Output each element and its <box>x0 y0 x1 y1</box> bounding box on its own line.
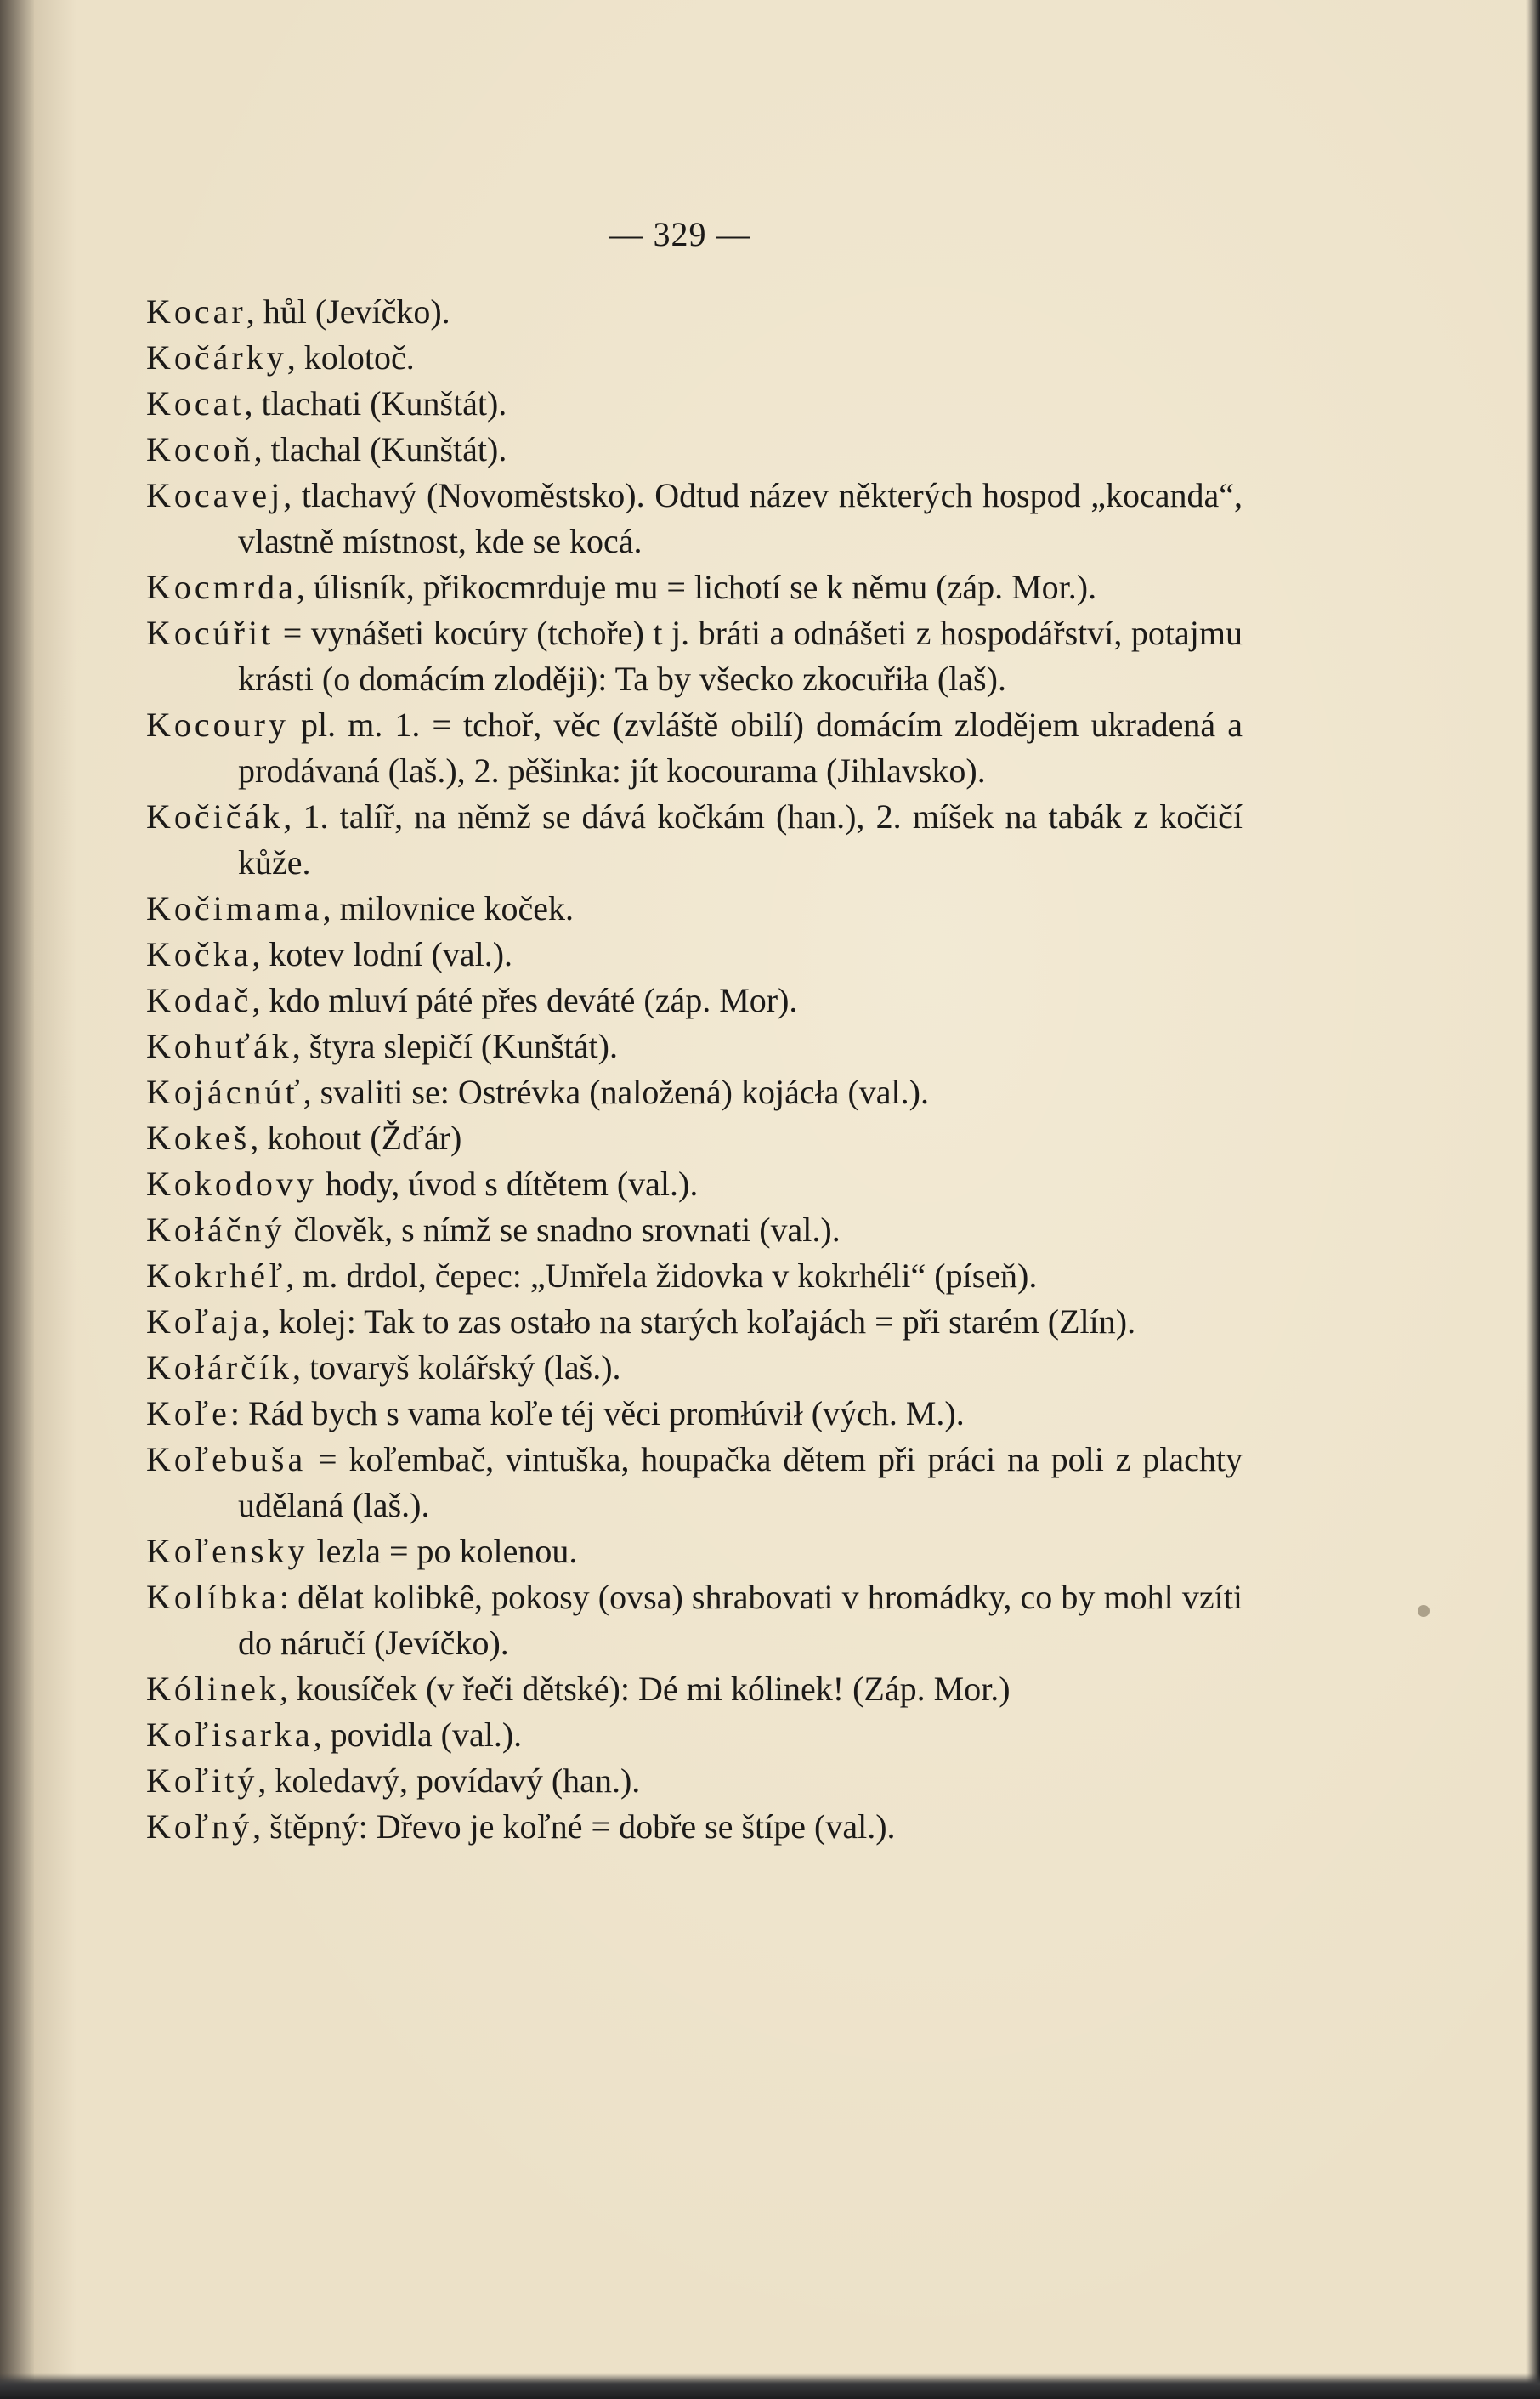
dictionary-entry <box>146 978 1243 1024</box>
entry-headword: Koľitý <box>146 1761 258 1800</box>
dictionary-entry <box>146 1207 1243 1253</box>
paper-stain <box>1418 1605 1430 1617</box>
entry-headword: Kodač <box>146 981 252 1019</box>
entry-headword: Kolíbka <box>146 1578 280 1616</box>
entry-definition: hody, úvod s dítětem (val.). <box>316 1165 699 1203</box>
entry-definition: , štyra slepičí (Kunštát). <box>292 1027 618 1065</box>
dictionary-entry <box>146 1161 1243 1207</box>
entry-definition: , milovnice koček. <box>322 889 574 927</box>
entry-headword: Koľebuša <box>146 1440 307 1478</box>
dictionary-entry <box>146 932 1243 978</box>
dictionary-entry <box>146 1299 1243 1345</box>
entry-definition: , tovaryš kolářský (laš.). <box>292 1348 621 1387</box>
entry-definition: : Rád bych s vama koľe téj věci promłúvił (vých. M.). <box>229 1394 965 1432</box>
dictionary-entry <box>146 335 1243 381</box>
entry-definition: , 1. talíř, na němž se dává kočkám (han.), 2. míšek na tabák z kočičí kůže. <box>238 797 1243 882</box>
entry-definition: , kousíček (v řeči dětské): Dé mi kólinek! (Záp. Mor.) <box>279 1670 1011 1708</box>
entry-definition: , štěpný: Dřevo je koľné = dobře se štípe (val.). <box>252 1807 896 1846</box>
entry-headword: Kocat <box>146 384 245 423</box>
dictionary-entry <box>146 564 1243 610</box>
entry-headword: Kołárčík <box>146 1348 292 1387</box>
dictionary-entries <box>146 289 1243 1850</box>
entry-definition: , úlisník, přikocmrduje mu = lichotí se k němu (záp. Mor.). <box>296 568 1097 606</box>
entry-definition: , svaliti se: Ostrévka (naložená) kojácła (val.). <box>303 1073 929 1111</box>
entry-headword: Kohuťák <box>146 1027 292 1065</box>
entry-headword: Kocar <box>146 292 246 331</box>
entry-headword: Kočka <box>146 935 252 973</box>
dictionary-entry <box>146 1712 1243 1758</box>
entry-headword: Kočimama <box>146 889 323 927</box>
dictionary-entry <box>146 886 1243 932</box>
entry-definition: , kotev lodní (val.). <box>252 935 513 973</box>
dictionary-entry <box>146 610 1243 702</box>
entry-definition: : dělat kolibkê, pokosy (ovsa) shrabovati v hromádky, co by mohl vzíti do náručí (Jevíčko). <box>238 1578 1243 1662</box>
entry-headword: Koľaja <box>146 1302 262 1341</box>
dictionary-entry <box>146 794 1243 886</box>
entry-definition: , m. drdol, čepec: „Umřela židovka v kokrhéli“ (píseň). <box>286 1256 1038 1295</box>
dictionary-entry <box>146 381 1243 427</box>
entry-headword: Kocoň <box>146 430 254 468</box>
entry-headword: Kokrhéľ <box>146 1256 286 1295</box>
entry-headword: Kocoury <box>146 706 289 744</box>
page-number: — 329 — <box>609 215 751 253</box>
dictionary-entry <box>146 702 1243 794</box>
entry-definition: , tlachal (Kunštát). <box>253 430 507 468</box>
entry-headword: Koľensky <box>146 1532 309 1570</box>
dictionary-entry <box>146 1345 1243 1391</box>
entry-definition: , kolej: Tak to zas ostało na starých koľajách = při starém (Zlín). <box>261 1302 1136 1341</box>
entry-definition: , kolotoč. <box>286 338 415 377</box>
book-spine-shadow <box>0 0 34 2399</box>
dictionary-entry <box>146 473 1243 564</box>
entry-definition: = vynášeti kocúry (tchoře) t j. bráti a odnášeti z hospodářství, potajmu krásti (o domácím zloději): Ta by všecko zkocuřiła (laš). <box>238 614 1243 698</box>
dictionary-entry <box>146 427 1243 473</box>
dictionary-entry <box>146 1391 1243 1437</box>
page-edge-bottom <box>0 2373 1540 2399</box>
entry-headword: Kočičák <box>146 797 284 836</box>
page-edge-right <box>1526 0 1540 2399</box>
entry-definition: , koledavý, povídavý (han.). <box>258 1761 641 1800</box>
entry-headword: Kokodovy <box>146 1165 317 1203</box>
entry-headword: Kocúřit <box>146 614 275 652</box>
dictionary-entry <box>146 1115 1243 1161</box>
dictionary-entry <box>146 1069 1243 1115</box>
entry-headword: Kołáčný <box>146 1211 286 1249</box>
entry-headword: Kočárky <box>146 338 287 377</box>
entry-definition: , hůl (Jevíčko). <box>246 292 450 331</box>
entry-definition: = koľembač, vintuška, houpačka dětem při práci na poli z plachty udělaná (laš.). <box>238 1440 1243 1524</box>
entry-headword: Kojácnúť <box>146 1073 303 1111</box>
entry-definition: lezla = po kolenou. <box>308 1532 578 1570</box>
entry-headword: Kokeš <box>146 1119 251 1157</box>
dictionary-entry <box>146 1804 1243 1850</box>
entry-headword: Koľe <box>146 1394 230 1432</box>
dictionary-entry <box>146 1437 1243 1528</box>
entry-headword: Kocavej <box>146 476 284 514</box>
entry-headword: Koľisarka <box>146 1716 314 1754</box>
dictionary-entry <box>146 1253 1243 1299</box>
dictionary-entry <box>146 1574 1243 1666</box>
entry-definition: člověk, s nímž se snadno srovnati (val.). <box>285 1211 841 1249</box>
dictionary-entry <box>146 1528 1243 1574</box>
dictionary-entry <box>146 289 1243 335</box>
entry-definition: , kdo mluví páté přes deváté (záp. Mor). <box>252 981 798 1019</box>
entry-definition: , kohout (Žďár) <box>250 1119 462 1157</box>
entry-headword: Koľný <box>146 1807 253 1846</box>
entry-definition: pl. m. 1. = tchoř, věc (zvláště obilí) domácím zlodějem ukradená a prodávaná (laš.), 2. pěšinka: jít kocourama (Jihlavsko). <box>238 706 1243 790</box>
entry-definition: , povidla (val.). <box>313 1716 523 1754</box>
dictionary-entry <box>146 1666 1243 1712</box>
entry-headword: Kocmrda <box>146 568 297 606</box>
dictionary-entry <box>146 1758 1243 1804</box>
entry-definition: , tlachavý (Novoměstsko). Odtud název některých hospod „kocanda“, vlastně místnost, kde se kocá. <box>238 476 1243 560</box>
dictionary-entry <box>146 1024 1243 1069</box>
entry-definition: , tlachati (Kunštát). <box>244 384 507 423</box>
entry-headword: Kólinek <box>146 1670 280 1708</box>
